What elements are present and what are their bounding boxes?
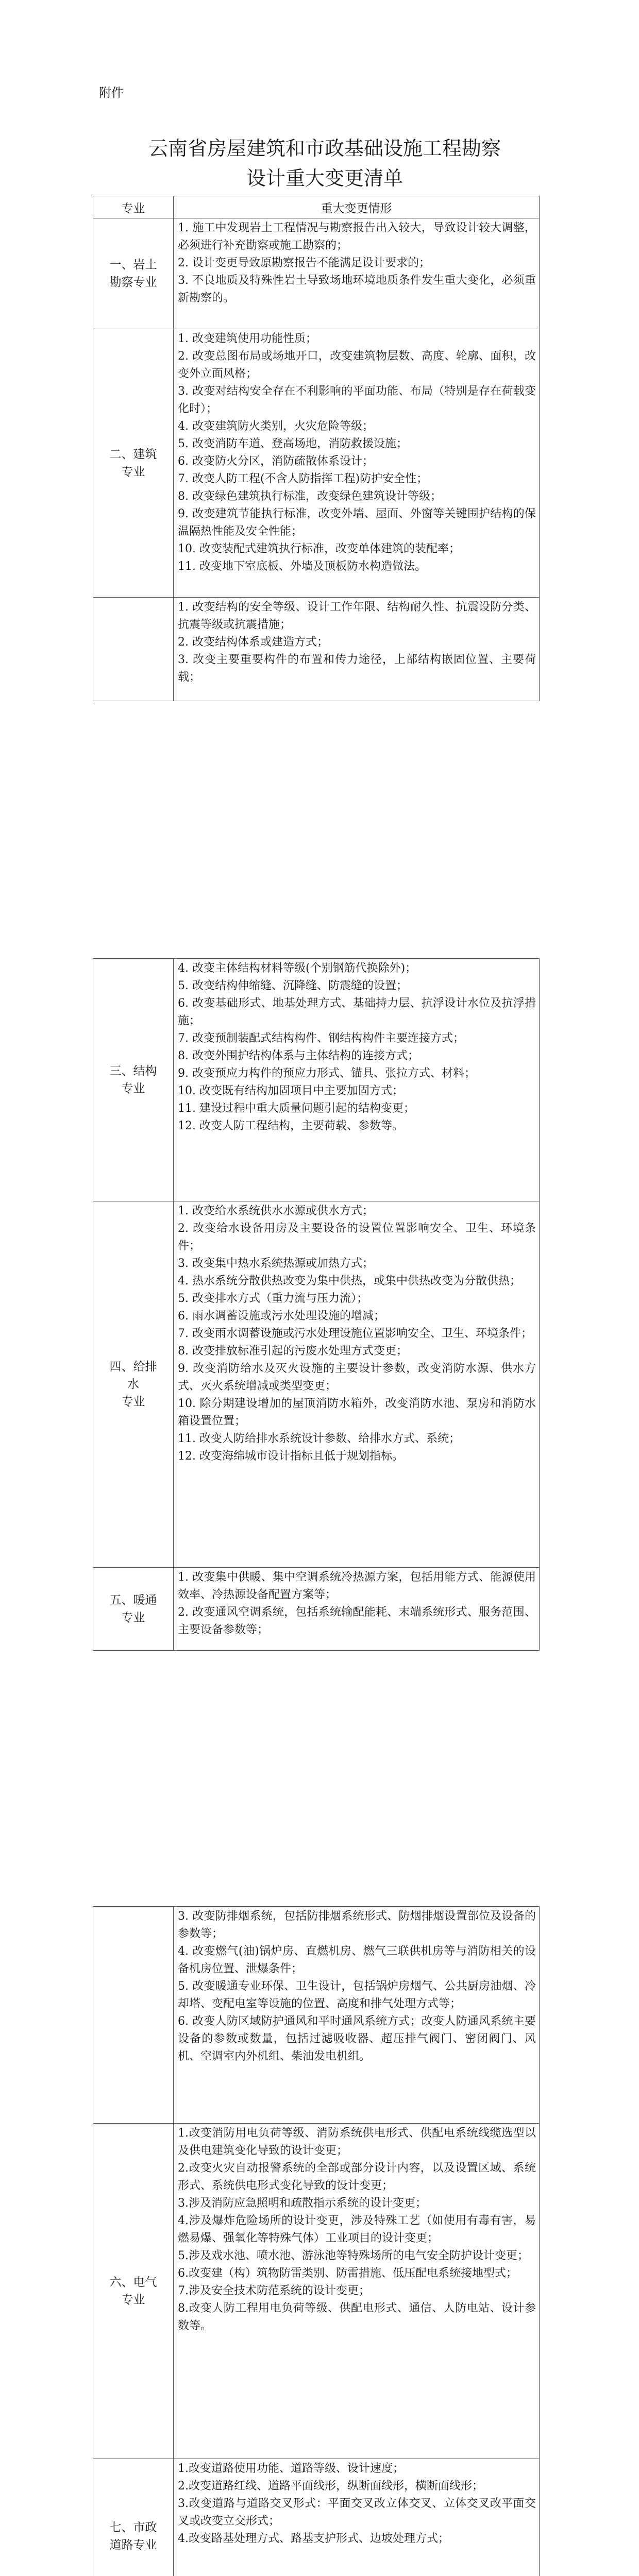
list-item: 11. 改变地下室底板、外墙及顶板防水构造做法。 (178, 560, 426, 573)
list-item: 1. 施工中发现岩土工程情况与勘察报告出入较大，导致设计较大调整，必须进行补充勘察或施工勘察的； (178, 222, 536, 252)
page-3 (0, 1906, 639, 2576)
table-row-structure-part-2 (93, 959, 540, 1201)
table-row-survey (93, 218, 540, 329)
list-item: 2. 改变给水设备用房及主要设备的设置位置影响安全、卫生、环境条件； (178, 1222, 536, 1252)
list-item: 9. 改变建筑节能执行标准，改变外墙、屋面、外窗等关键围护结构的保温隔热性能及安全性能； (178, 507, 536, 538)
list-item: 3.涉及消防应急照明和疏散指示系统的设计变更； (178, 2197, 427, 2210)
header-discipline: 专业 (93, 196, 174, 218)
content-hvac-part-1 (174, 1568, 540, 1651)
list-item: 11. 改变人防给排水系统设计参数、给排水方式、系统； (178, 1432, 460, 1445)
list-item: 6. 改变防火分区，消防疏散体系设计； (178, 455, 374, 468)
content-water (174, 1201, 540, 1568)
list-item: 11. 建设过程中重大质量问题引起的结构变更； (178, 1102, 415, 1115)
list-item: 3.改变道路与道路交叉形式：平面交叉改立体交叉、立体交叉改平面交叉或改变立交形式； (178, 2497, 536, 2528)
attachment-label: 附件 (99, 86, 124, 100)
list-item: 3. 改变防排烟系统，包括防排烟系统形式、防烟排烟设置部位及设备的参数等； (178, 1910, 536, 1940)
list-item: 2. 改变通风空调系统，包括系统输配能耗、末端系统形式、服务范围、主要设备参数等； (178, 1606, 536, 1636)
list-item: 10. 除分期建设增加的屋顶消防水箱外，改变消防水池、泵房和消防水箱设置位置； (178, 1397, 536, 1428)
list-item: 8. 改变排放标准引起的污废水处理方式变更； (178, 1345, 408, 1358)
list-item: 3. 改变对结构安全存在不利影响的平面功能、布局（特别是存在荷载变化时）； (178, 385, 536, 415)
change-table-page-3 (93, 1906, 540, 2576)
list-item: 2. 改变总图布局或场地开口，改变建筑物层数、高度、轮廓、面积，改变外立面风格； (178, 350, 536, 380)
page-1 (0, 0, 639, 927)
category-hvac: 五、暖通 专业 (93, 1568, 174, 1651)
list-item: 7. 改变人防工程(不含人防指挥工程)防护安全性； (178, 472, 428, 485)
category-road: 七、市政 道路专业 (93, 2459, 174, 2576)
list-item: 3. 改变集中热水系统热源或加热方式； (178, 1257, 374, 1270)
document-title-line-1: 云南省房屋建筑和市政基础设施工程勘察 (148, 137, 501, 160)
table-row-structure-part-1 (93, 598, 540, 701)
category-electrical: 六、电气 专业 (93, 2124, 174, 2459)
list-item: 3. 不良地质及特殊性岩土导致场地环境地质条件发生重大变化，必须重新勘察的。 (178, 274, 536, 304)
table-row-hvac-part-1 (93, 1568, 540, 1651)
list-item: 5.涉及戏水池、喷水池、游泳池等特殊场所的电气安全防护设计变更； (178, 2249, 529, 2262)
content-structure-part-2 (174, 959, 540, 1201)
list-item: 12. 改变人防工程结构，主要荷载、参数等。 (178, 1120, 403, 1132)
category-architecture: 二、建筑 专业 (93, 329, 174, 598)
list-item: 8. 改变绿色建筑执行标准，改变绿色建筑设计等级； (178, 490, 442, 503)
list-item: 7. 改变预制装配式结构构件、钢结构构件主要连接方式； (178, 1032, 464, 1045)
page-2 (0, 958, 639, 1680)
list-item: 5. 改变结构伸缩缝、沉降缝、防震缝的设置； (178, 979, 408, 992)
list-item: 10. 改变装配式建筑执行标准，改变单体建筑的装配率； (178, 543, 460, 555)
list-item: 5. 改变排水方式（重力流与压力流）； (178, 1292, 368, 1305)
list-item: 1. 改变建筑使用功能性质； (178, 332, 317, 345)
table-row-electrical (93, 2124, 540, 2459)
table-row-architecture (93, 329, 540, 598)
list-item: 2.改变火灾自动报警系统的全部或部分设计内容，以及设置区域、系统形式、系统供电形式变化导致的设计变更； (178, 2162, 536, 2192)
list-item: 4. 改变主体结构材料等级(个别钢筋代换除外)； (178, 962, 417, 975)
header-change-situation: 重大变更情形 (174, 196, 540, 218)
list-item: 1. 改变结构的安全等级、设计工作年限、结构耐久性、抗震设防分类、抗震等级或抗震措施； (178, 601, 536, 631)
document-title-line-2: 设计重大变更清单 (246, 167, 403, 190)
list-item: 1.改变道路使用功能、道路等级、设计速度； (178, 2462, 404, 2475)
content-road (174, 2459, 540, 2576)
table-header-row (93, 196, 540, 218)
list-item: 8.改变人防工程用电负荷等级、供配电形式、通信、人防电站、设计参数等。 (178, 2302, 536, 2332)
list-item: 4.涉及爆炸危险场所的设计变更，涉及特殊工艺（如使用有毒有害，易燃易爆、强氧化等特殊气体）工业项目的设计变更； (178, 2214, 536, 2245)
content-hvac-part-2 (174, 1907, 540, 2124)
list-item: 4. 改变燃气(油)锅炉房、直燃机房、燃气三联供机房等与消防相关的设备机房位置、泄爆条件； (178, 1945, 536, 1975)
list-item: 4. 热水系统分散供热改变为集中供热，或集中供热改变为分散供热； (178, 1275, 521, 1287)
list-item: 1. 改变给水系统供水水源或供水方式； (178, 1205, 374, 1217)
list-item: 2. 改变结构体系或建造方式； (178, 636, 328, 649)
content-survey (174, 218, 540, 329)
list-item: 6. 雨水调蓄设施或污水处理设施的增减； (178, 1310, 385, 1323)
table-row-hvac-part-2 (93, 1907, 540, 2124)
list-item: 5. 改变消防车道、登高场地，消防救援设施； (178, 437, 408, 450)
list-item: 1.改变消防用电负荷等级、消防系统供电形式、供配电系统线缆选型以及供电建筑变化导致的设计变更； (178, 2127, 536, 2157)
category-hvac-empty (93, 1907, 174, 2124)
list-item: 9. 改变消防给水及灭火设施的主要设计参数，改变消防水源、供水方式、灭火系统增减或类型变更； (178, 1362, 536, 1393)
list-item: 1. 改变集中供暖、集中空调系统冷热源方案，包括用能方式、能源使用效率、冷热源设备配置方案等； (178, 1571, 536, 1601)
change-table-page-2 (93, 958, 540, 1651)
category-survey: 一、岩土 勘察专业 (93, 218, 174, 329)
list-item: 6. 改变基础形式、地基处理方式、基础持力层、抗浮设计水位及抗浮措施； (178, 997, 536, 1027)
category-water: 四、给排 水 专业 (93, 1201, 174, 1568)
list-item: 10. 改变既有结构加固项目中主要加固方式； (178, 1084, 403, 1097)
category-structure-empty (93, 598, 174, 701)
list-item: 2.改变道路红线、道路平面线形，纵断面线形，横断面线形； (178, 2480, 483, 2493)
table-row-water (93, 1201, 540, 1568)
list-item: 3. 改变主要重要构件的布置和传力途径，上部结构嵌固位置、主要荷载； (178, 653, 536, 684)
list-item: 4.改变路基处理方式、路基支护形式、边坡处理方式； (178, 2532, 449, 2545)
list-item: 2. 设计变更导致原勘察报告不能满足设计要求的； (178, 257, 430, 269)
content-structure-part-1 (174, 598, 540, 701)
list-item: 7.涉及安全技术防范系统的设计变更； (178, 2284, 370, 2297)
list-item: 6.改变建（构）筑物防雷类别、防雷措施、低压配电系统接地型式； (178, 2267, 517, 2280)
list-item: 12. 改变海绵城市设计指标且低于规划指标。 (178, 1450, 403, 1463)
list-item: 6. 改变人防区域防护通风和平时通风系统方式；改变人防通风系统主要设备的参数或数量，包括过滤吸收器、超压排气阀门、密闭阀门、风机、空调室内外机组、柴油发电机组。 (178, 2015, 536, 2063)
category-structure: 三、结构 专业 (93, 959, 174, 1201)
list-item: 8. 改变外围护结构体系与主体结构的连接方式； (178, 1049, 419, 1062)
change-table-page-1 (93, 196, 540, 701)
list-item: 9. 改变预应力构件的预应力形式、锚具、张拉方式、材料； (178, 1067, 476, 1080)
content-architecture (174, 329, 540, 598)
list-item: 7. 改变雨水调蓄设施或污水处理设施位置影响安全、卫生、环境条件； (178, 1327, 532, 1340)
content-electrical (174, 2124, 540, 2459)
list-item: 4. 改变建筑防火类别，火灾危险等级； (178, 420, 374, 433)
list-item: 5. 改变暖通专业环保、卫生设计，包括锅炉房烟气、公共厨房油烟、冷却塔、变配电室等设施的位置、高度和排气处理方式等； (178, 1980, 536, 2010)
table-row-road (93, 2459, 540, 2576)
